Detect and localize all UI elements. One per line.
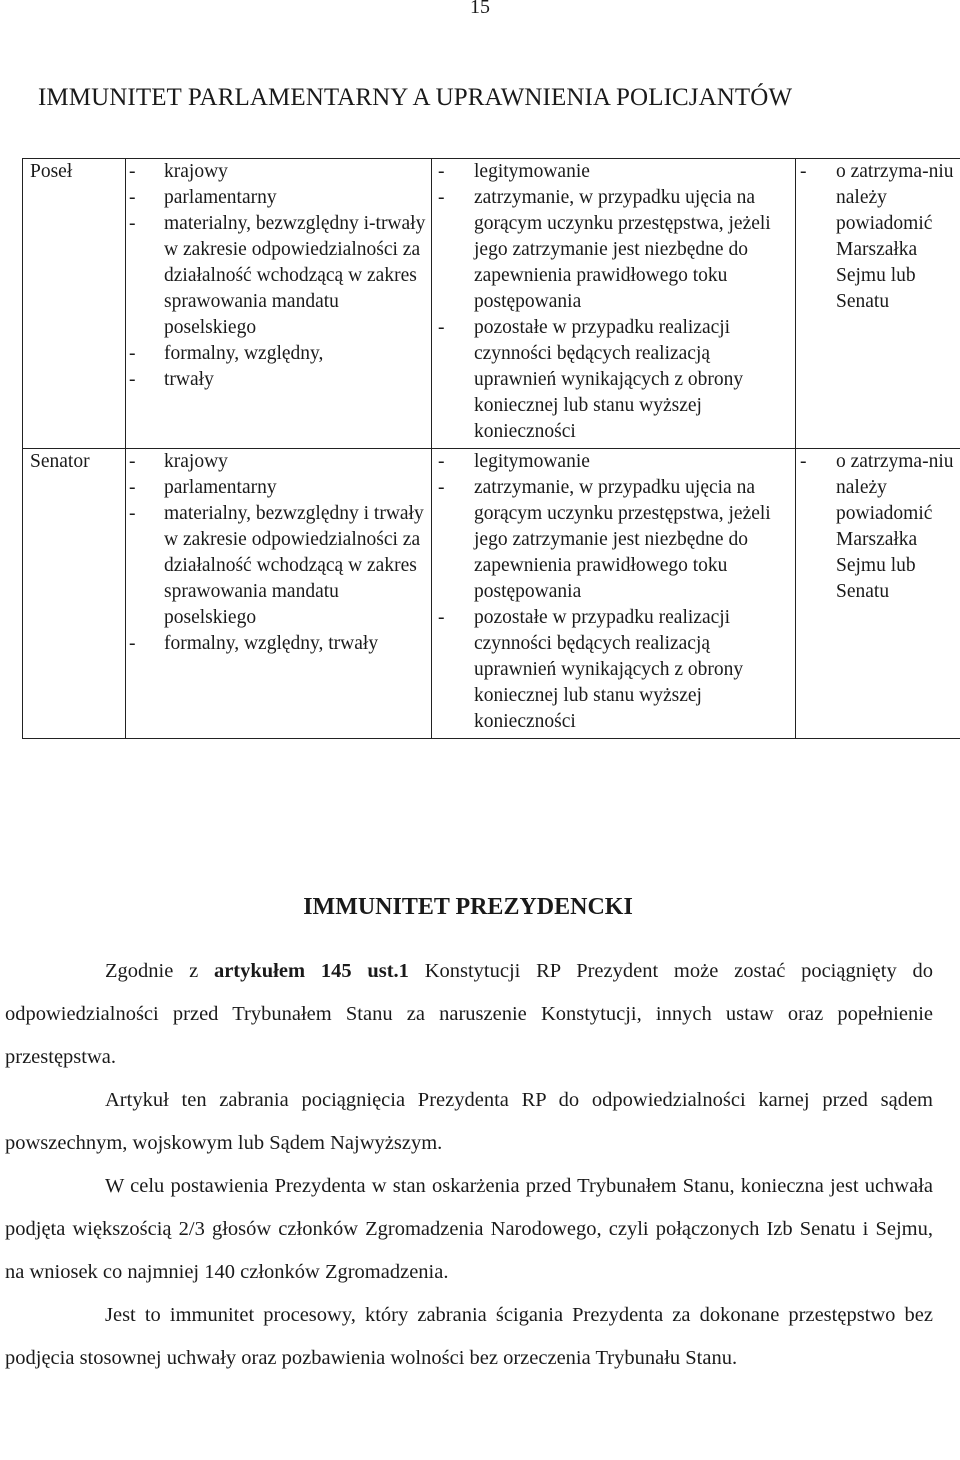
paragraph: Jest to immunitet procesowy, który zabrania ścigania Prezydenta za dokonane przestępstwo bez podjęcia stosownej uchwały oraz pozbawienia wolności bez orzeczenia Trybunału Stanu. xyxy=(5,1304,933,1369)
section-body xyxy=(5,950,933,1380)
list-item: - legitymowanie xyxy=(438,161,590,182)
immunity-types-cell xyxy=(126,449,432,739)
paragraph: W celu postawienia Prezydenta w stan oskarżenia przed Trybunałem Stanu, konieczna jest uchwała podjęta większością 2/3 głosów członków Zgromadzenia Narodowego, czyli połączonych Izb Senatu i Sejmu, na wniosek co najmniej 140 członków Zgromadzenia. xyxy=(5,1175,933,1283)
table-row-posel xyxy=(23,159,960,449)
list-item: - materialny, bezwzględny i-trwały w zakresie odpowiedzialności za działalność wchodzącą w zakres sprawowania mandatu poselskiego xyxy=(129,213,426,338)
police-powers-cell xyxy=(432,449,796,739)
row-label: Senator xyxy=(23,449,126,739)
page-number: 15 xyxy=(470,0,490,18)
immunity-table xyxy=(22,158,960,739)
list-item: - trwały xyxy=(129,369,214,390)
list-item: - formalny, względny, trwały xyxy=(129,633,379,654)
paragraph: Zgodnie z artykułem 145 ust.1 Konstytucji RP Prezydent może zostać pociągnięty do odpowiedzialności przed Trybunałem Stanu za naruszenie Konstytucji, innych ustaw oraz popełnienie przestępstwa. xyxy=(5,960,933,1068)
list-item: - o zatrzyma-niu należy powiadomić Marszałka Sejmu lub Senatu xyxy=(800,451,954,602)
list-item: - formalny, względny, xyxy=(129,343,324,364)
list-item: - pozostałe w przypadku realizacji czynności będących realizacją uprawnień wynikających z obrony koniecznej lub stanu wyższej konieczności xyxy=(438,317,744,442)
list-item: - o zatrzyma-niu należy powiadomić Marszałka Sejmu lub Senatu xyxy=(800,161,954,312)
section-title: IMMUNITET PREZYDENCKI xyxy=(303,894,633,920)
list-item: - pozostałe w przypadku realizacji czynności będących realizacją uprawnień wynikających z obrony koniecznej lub stanu wyższej konieczności xyxy=(438,607,744,732)
table-row-senator xyxy=(23,449,960,739)
list-item: - krajowy xyxy=(129,451,228,472)
notification-cell xyxy=(796,159,960,449)
police-powers-cell xyxy=(432,159,796,449)
immunity-types-cell xyxy=(126,159,432,449)
list-item: - parlamentarny xyxy=(129,187,277,208)
list-item: - parlamentarny xyxy=(129,477,277,498)
paragraph: Artykuł ten zabrania pociągnięcia Prezydenta RP do odpowiedzialności karnej przed sądem powszechnym, wojskowym lub Sądem Najwyższym. xyxy=(5,1089,933,1154)
notification-cell xyxy=(796,449,960,739)
row-label: Poseł xyxy=(23,159,126,449)
list-item: - materialny, bezwzględny i trwały w zakresie odpowiedzialności za działalność wchodzącą w zakres sprawowania mandatu poselskiego xyxy=(129,503,424,628)
page-title: IMMUNITET PARLAMENTARNY A UPRAWNIENIA POLICJANTÓW xyxy=(38,84,793,111)
list-item: - zatrzymanie, w przypadku ujęcia na gorącym uczynku przestępstwa, jeżeli jego zatrzymanie jest niezbędne do zapewnienia prawidłowego toku postępowania xyxy=(438,187,771,312)
list-item: - zatrzymanie, w przypadku ujęcia na gorącym uczynku przestępstwa, jeżeli jego zatrzymanie jest niezbędne do zapewnienia prawidłowego toku postępowania xyxy=(438,477,771,602)
list-item: - krajowy xyxy=(129,161,228,182)
article-reference: artykułem 145 ust.1 xyxy=(213,960,409,982)
list-item: - legitymowanie xyxy=(438,451,590,472)
